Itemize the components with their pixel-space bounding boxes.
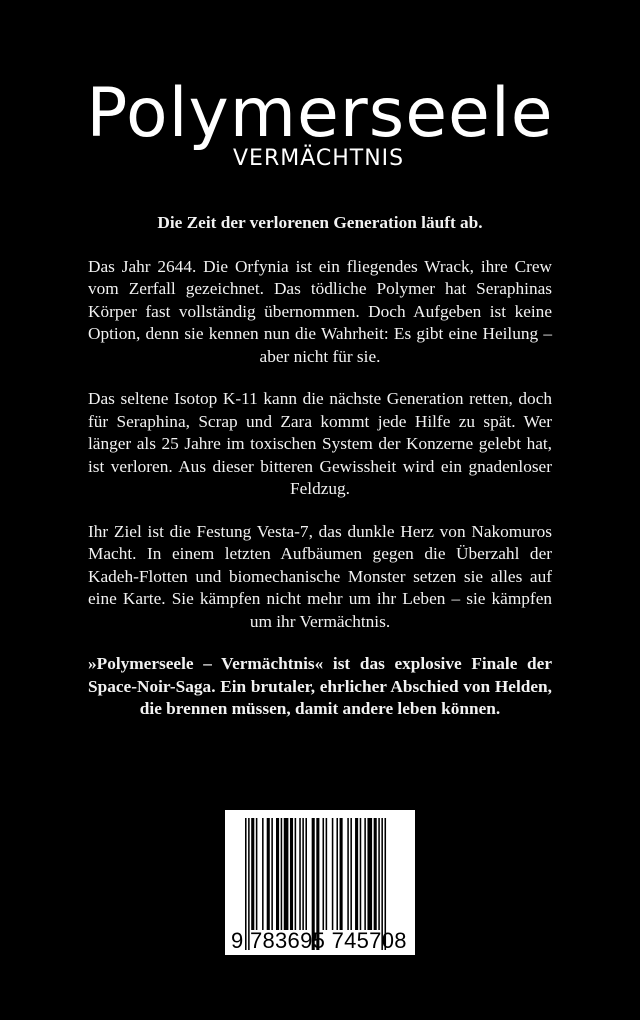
isbn-number: 9 783695 745708 bbox=[231, 928, 407, 953]
barcode-bar bbox=[302, 818, 304, 930]
barcode-bar bbox=[281, 818, 283, 930]
barcode-bar bbox=[323, 818, 325, 930]
barcode-bar bbox=[267, 818, 270, 930]
isbn-barcode bbox=[225, 810, 415, 955]
barcode-bar bbox=[271, 818, 273, 930]
tagline: Die Zeit der verlorenen Generation läuft ab. bbox=[157, 213, 483, 232]
barcode-bar bbox=[355, 818, 358, 930]
barcode-bar bbox=[326, 818, 328, 930]
barcode-bar bbox=[347, 818, 349, 930]
barcode-bar bbox=[284, 818, 289, 930]
barcode-bar bbox=[364, 818, 366, 930]
blurb-paragraph: Das seltene Isotop K-11 kann die nächste Generation retten, doch für Seraphina, Scrap und Zara kommt jede Hilfe zu spät. Wer länger als 25 Jahre im toxischen System der Konzerne gelebt hat, ist verloren. Aus dieser bitteren Gewissheit wird ein gnadenloser Feldzug. bbox=[88, 389, 552, 498]
blurb bbox=[88, 212, 552, 741]
barcode-bar bbox=[374, 818, 377, 930]
barcode-bar bbox=[276, 818, 279, 930]
barcode-bar bbox=[336, 818, 338, 930]
barcode-bar bbox=[262, 818, 264, 930]
book-title: Polymerseele bbox=[86, 74, 554, 153]
barcode-bar bbox=[256, 818, 258, 930]
blurb-paragraph: Ihr Ziel ist die Festung Vesta-7, das dunkle Herz von Nakomuros Macht. In einem letzten Aufbäumen gegen die Überzahl der Kadeh-Flotten und biomechanische Monster setzen sie alles auf eine Karte. Sie kämpfen nicht mehr um ihr Leben – sie kämpfen um ihr Vermächtnis. bbox=[88, 521, 552, 631]
barcode-bar bbox=[360, 818, 362, 930]
barcode-bar bbox=[305, 818, 307, 930]
blurb-paragraph: Das Jahr 2644. Die Orfynia ist ein fliegendes Wrack, ihre Crew vom Zerfall gezeichnet. Das tödliche Polymer hat Seraphinas Körper fast vollständig übernommen. Doch Aufgeben ist keine Option, denn sie kennen nun die Wahrheit: Es gibt eine Heilung – aber nicht für sie. bbox=[88, 256, 552, 366]
barcode-bar bbox=[299, 818, 301, 930]
closing-paragraph: »Polymerseele – Vermächtnis« ist das explosive Finale der Space-Noir-Saga. Ein brutaler, ehrlicher Abschied von Helden, die brennen müssen, damit andere leben können. bbox=[88, 654, 552, 718]
barcode-bar bbox=[378, 818, 380, 930]
barcode-bar bbox=[290, 818, 293, 930]
barcode-bar bbox=[251, 818, 254, 930]
barcode-bar bbox=[332, 818, 334, 930]
barcode-bar bbox=[340, 818, 343, 930]
barcode-bar bbox=[367, 818, 372, 930]
book-subtitle: VERMÄCHTNIS bbox=[233, 146, 405, 171]
barcode-bar bbox=[350, 818, 352, 930]
barcode-bar bbox=[295, 818, 297, 930]
